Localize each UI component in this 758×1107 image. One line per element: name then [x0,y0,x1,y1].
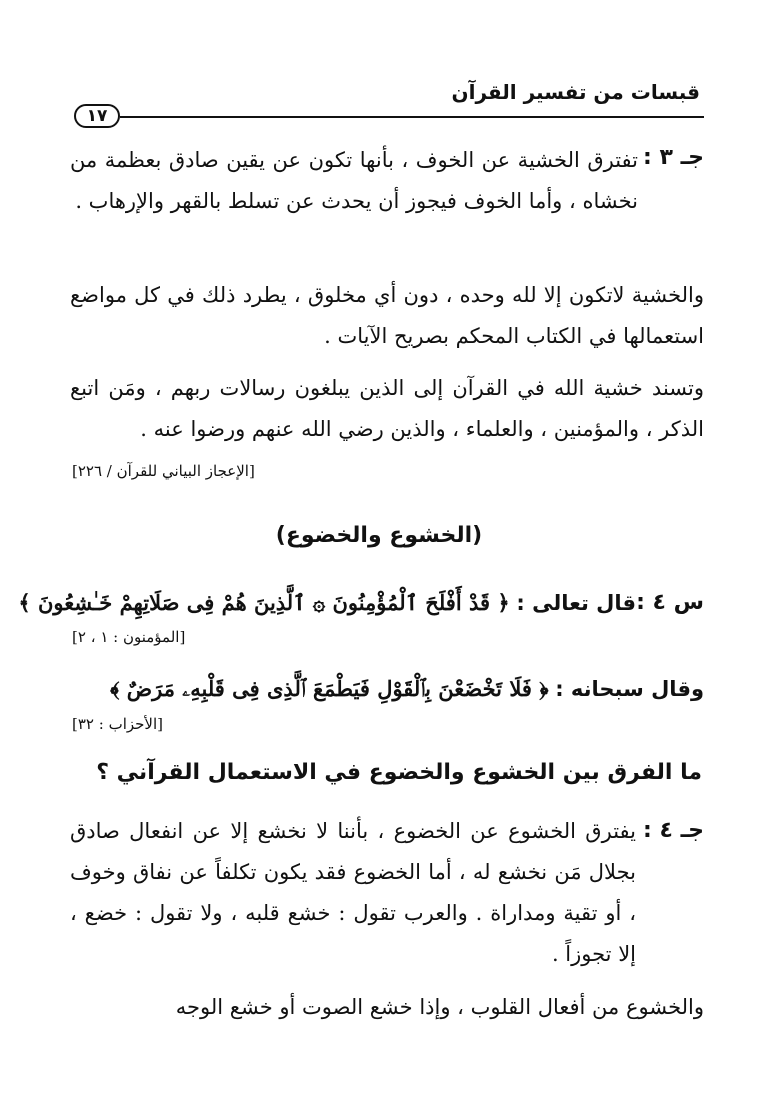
verse-2-intro: وقال سبحانه : [555,677,704,701]
section-title: (الخشوع والخضوع) [275,523,483,548]
verse-2-quran-text: ﴿ فَلَا تَخْضَعْنَ بِٱلْقَوْلِ فَيَطْمَعَ ٱلَّذِى فِى قَلْبِهِۦ مَرَضٌ ﴾ [110,676,549,701]
answer-3-paragraph-1: تفترق الخشية عن الخوف ، بأنها تكون عن يقين صادق بعظمة من نخشاه ، وأما الخوف فيجوز أن يحدث عن تسلط بالقهر والإرهاب . [70,148,638,213]
question-4-text: ما الفرق بين الخشوع والخضوع في الاستعمال القرآني ؟ [96,760,702,785]
answer-4-label: جـ ٤ : [643,818,704,843]
verse-1-line [18,590,636,615]
answer-3-citation: [الإعجاز البياني للقرآن / ٢٢٦] [72,462,255,480]
verse-1-reference: [المؤمنون : ١ ، ٢] [72,628,186,646]
header-rule [120,116,704,118]
question-4-label: س ٤ : [636,590,704,615]
verse-2-line [110,676,704,702]
answer-3-paragraph-2: والخشية لاتكون إلا لله وحده ، دون أي مخلوق ، يطرد ذلك في كل مواضع استعمالها في الكتاب المحكم بصريح الآيات . [70,283,704,348]
answer-4-paragraph-2: والخشوع من أفعال القلوب ، وإذا خشع الصوت أو خشع الوجه [175,995,704,1019]
answer-3-label: جـ ٣ : [643,145,704,170]
answer-4-paragraph-1: يفترق الخشوع عن الخضوع ، بأننا لا نخشع إلا عن انفعال صادق بجلال مَن نخشع له ، أما الخضوع فقد يكون تكلفاً عن نفاق وخوف ، أو تقية ومداراة . والعرب تقول : خشع قلبه ، ولا تقول : خضع ، إلا تجوزاً . [70,819,636,966]
verse-1-intro: قال تعالى : [516,591,636,615]
verse-1-quran-text: ﴿ قَدْ أَفْلَحَ ٱلْمُؤْمِنُونَ ۞ ٱلَّذِينَ هُمْ فِى صَلَاتِهِمْ خَـٰشِعُونَ ﴾ [18,590,510,615]
answer-3-paragraph-3: وتسند خشية الله في القرآن إلى الذين يبلغون رسالات ربهم ، ومَن اتبع الذكر ، والمؤمنين ، والعلماء ، والذين رضي الله عنهم ورضوا عنه . [70,376,704,441]
page-number: ١٧ [74,104,120,128]
running-header-title: قبسات من تفسير القرآن [451,80,700,104]
verse-2-reference: [الأحزاب : ٣٢] [72,715,163,733]
